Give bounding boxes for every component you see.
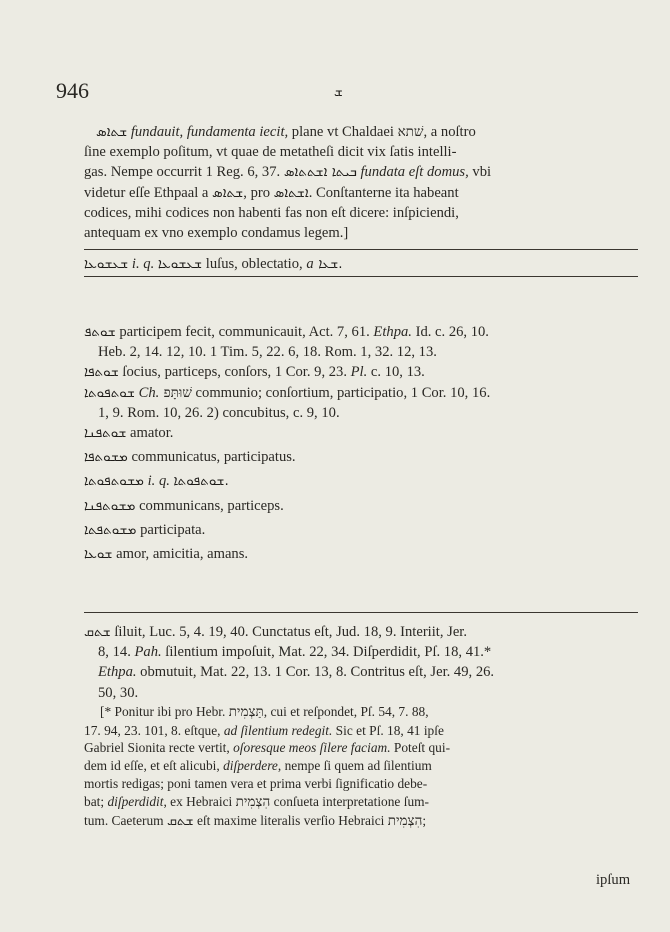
entry-line: ܡܫܘܬܦܢܐ communicans, particeps. (84, 497, 284, 514)
note-line: [* Ponitur ibi pro Hebr. תַּצְמִית, cui et reſpondet, Pſ. 54, 7. 88, (100, 703, 429, 720)
note-line: Gabriel Sionita recte vertit, oſoresque meos ſilere faciam. Poteſt qui- (84, 740, 451, 756)
entry-line: ܫܬܩ ſiluit, Luc. 5, 4. 19, 40. Cunctatus eſt, Jud. 18, 9. Interiit, Jer. (84, 624, 467, 640)
top-paragraph (84, 122, 638, 243)
bottom-block (84, 622, 638, 830)
note-line: mortis redigas; poni tamen vera et prima verbi ſignificatio debe- (84, 776, 428, 791)
entry-paragraph (84, 322, 638, 564)
syriac-phrase: ܒܝܬܐ ܐܫܬܬܐܣ (283, 164, 357, 181)
footnote (84, 703, 638, 831)
entry-line: ܫܘܬܦܢܐ amator. (84, 425, 174, 442)
note-line: dem id eſſe, et eſt alicubi, diſperdere, nempe ſi quem ad ſilentium (84, 758, 432, 774)
top-line-3: gas. Nempe occurrit 1 Reg. 6, 37. ܒܝܬܐ ܐܫܬܬܐܣ fundata eſt domus, vbi (84, 164, 492, 181)
top-line-4: videtur eſſe Ethpaal a ܫܬܐܣ, pro ܐܫܬܐܣ. Conſtanterne ita habeant (84, 184, 459, 201)
entry-line: ܫܘܥܐ amor, amicitia, amans. (84, 546, 249, 563)
top-line-2: ſine exemplo poſitum, vt quae de metatheſi dicit vix ſatis intelli- (84, 144, 457, 161)
entry-line: 1, 9. Rom. 10, 26. 2) concubitus, c. 9, 10. (98, 404, 340, 421)
running-head: ܫ (334, 84, 343, 100)
italic-gloss: fundauit, fundamenta iecit, (130, 124, 289, 140)
top-block (84, 122, 638, 243)
syriac-headword: ܫܬܐܣ (96, 124, 128, 140)
entry-paragraph (84, 622, 638, 703)
divider-rule (84, 249, 638, 250)
note-line: 17. 94, 23. 101, 8. eſtque, ad ſilentium redegit. Sic et Pſ. 18, 41 ipſe (84, 722, 444, 738)
entry-line: ܫܘܬܦ participem fecit, communicauit, Act. 7, 61. Ethpa. Id. c. 26, 10. (84, 324, 489, 340)
entry-line: ܡܫܘܬܦܘܬܐ i. q. ܫܘܬܦܘܬܐ. (84, 473, 229, 490)
entry-line: Heb. 2, 14. 12, 10. 1 Tim. 5, 22. 6, 18. Rom. 1, 32. 12, 13. (98, 344, 437, 361)
mid-block (84, 322, 638, 564)
entry-line: 8, 14. Pah. ſilentium impoſuit, Mat. 22, 34. Diſperdidit, Pſ. 18, 41.* (98, 644, 492, 661)
entry-line: ܡܫܘܬܦܬܐ participata. (84, 521, 206, 538)
entry-line: Ethpa. obmutuit, Mat. 22, 13. 1 Cor. 13, 8. Contritus eſt, Jer. 49, 26. (98, 664, 495, 681)
top-line-1: ܫܬܐܣ fundauit, fundamenta iecit, plane vt Chaldaei שׁתא, a noſtro (96, 124, 476, 140)
entry-line: ܫܘܬܦܘܬܐ Ch. שׁוּתָּפ communio; conſortium, participatio, 1 Cor. 10, 16. (84, 384, 491, 401)
page-number: 946 (56, 78, 89, 103)
mid-line-block (84, 254, 638, 274)
top-line-6: antequam ex vno exemplo condamus legem.] (84, 225, 349, 242)
note-line: bat; diſperdidit, ex Hebraici הִצְמִית conſueta interpretatione ſum- (84, 793, 430, 810)
catchword: ipſum (596, 872, 631, 888)
hebrew-word: שׁתא (397, 124, 424, 140)
note-line: tum. Caeterum ܫܬܩ eſt maxime literalis verſio Hebraici הִצְמִית; (84, 812, 427, 829)
divider-rule (84, 276, 638, 277)
entry-line: ܫܥܫܘܥܐ i. q. ܫܥܫܘܥܐ luſus, oblectatio, a ܫܥܐ. (84, 256, 343, 272)
entry-line: ܫܘܬܦܐ ſocius, particeps, conſors, 1 Cor. 9, 23. Pl. c. 10, 13. (84, 364, 425, 381)
entry-line: 50, 30. (98, 684, 139, 701)
entry-line: ܡܫܘܬܦܐ communicatus, participatus. (84, 449, 296, 466)
top-line-5: codices, mihi codices non habenti fas non eſt dicere: inſpiciendi, (84, 204, 459, 221)
divider-rule (84, 612, 638, 613)
